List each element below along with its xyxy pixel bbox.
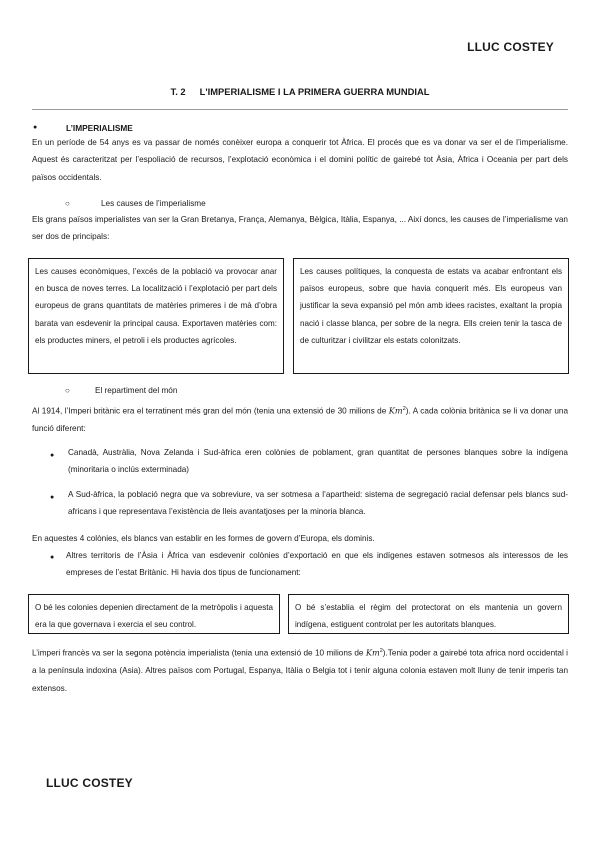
box-protectorat	[288, 594, 569, 634]
author-footer: LLUC COSTEY	[46, 776, 133, 790]
circle-bullet-icon: ○	[65, 199, 70, 208]
subsection-heading-causes: Les causes de l’imperialisme	[101, 199, 206, 208]
paragraph-imperi-britanic	[32, 401, 568, 438]
box-protectorat-text: O bé s’establia el règim del protectorat on els mantenia un govern indígena, estiguent controlat per les autoritats blanques.	[295, 603, 562, 630]
list-item-colonies-poblament: Canadà, Austràlia, Nova Zelanda i Sud-àfrica eren colònies de poblament, gran quantitat de persones blanques sobre la indígena (minoritaria o inclús exterminada)	[68, 448, 568, 475]
imperi-frances-text-b: ).Tenia poder a gairebé tota africa nord occidental i a la península indoxina (Asia). Altres països com Portugal, Espanya, Itàlia o Belgia tot i tenir alguna colonia estaven molt lluny de tenir imperis tan extensos.	[32, 648, 568, 693]
box-metropolis-text: O bé les colonies depenien directament de la metròpolis i aquesta era la que governava i exercia el seu control.	[35, 603, 273, 630]
unit-km: Km	[388, 405, 403, 416]
bullet-icon: ●	[33, 124, 38, 131]
title-text: L'IMPERIALISME I LA PRIMERA GUERRA MUNDIAL	[199, 86, 430, 97]
list-item-apartheid: A Sud-àfrica, la població negra que va sobreviure, va ser sotmesa a l’apartheid: sistema de segregació racial defensar pels blancs sud-africans i que representava l’existència de lleis avantatjoses per la minoria blanca.	[68, 490, 568, 517]
unit-km: Km	[365, 647, 380, 658]
subsection-heading-repartiment: El repartiment del món	[95, 386, 178, 395]
bullet-icon: ●	[50, 452, 55, 459]
title-divider	[32, 109, 568, 110]
box-metropolis	[28, 594, 280, 634]
page-title	[0, 86, 600, 97]
title-number: T. 2	[170, 86, 186, 97]
paragraph-causes-intro: Els grans països imperialistes van ser la Gran Bretanya, França, Alemanya, Bèlgica, Itàlia, Espanya, ... Així doncs, les causes de l’imperialisme van ser dos de principals:	[32, 215, 568, 242]
paragraph-imperi-frances	[32, 643, 568, 697]
imperi-britanic-text-b: ). A cada colònia britànica se li va donar una funció diferent:	[32, 406, 568, 434]
paragraph-dominis: En aquestes 4 colònies, els blancs van establir en les formes de govern d’Europa, els dominis.	[32, 534, 375, 543]
bullet-icon: ●	[50, 554, 55, 561]
box-political-causes-text: Les causes polítiques, la conquesta de estats va acabar enfrontant els països europeus, sobre que havia conquerit més. Els europeus van justificar la seva expansió pel món amb idees racistes, exaltant la propia nació i classe blanca, per sobre de la negra. Ells creien tenir la tasca de de culturitzar i civilitzar els estats colonitzats.	[300, 267, 562, 345]
imperi-britanic-text-a: Al 1914, l’Imperi britànic era el terratinent més gran del món (tenia una extensió de 30 milions de	[32, 406, 387, 416]
unit-exponent: 2	[379, 648, 383, 654]
circle-bullet-icon: ○	[65, 386, 70, 395]
paragraph-imperialisme: En un període de 54 anys es va passar de només conèixer europa a conquerir tot Àfrica. El procés que es va donar va ser el de l’imperialisme. Aquest és caracteritzat per l’espoliació de recursos, l’explotació econòmica i el domini polític de gairebé tot Àsia, Àfrica i Oceania per part dels països occidentals.	[32, 138, 568, 182]
list-item-colonies-exportacio: Altres territoris de l’Àsia i Àfrica van esdevenir colònies d’exportació en que els indígenes estaven sotmesos als interessos de les empreses de l’estat Britànic. Hi havia dos tipus de funcionament:	[66, 551, 568, 578]
imperi-frances-text-a: L’imperi francès va ser la segona potència imperialista (tenia una extensió de 10 milions de	[32, 648, 364, 658]
box-economic-causes-text: Les causes econòmiques, l’excés de la població va provocar anar en busca de noves terres. La localització i l’explotació per part dels europeus de grans quantitats de matèries primeres i de mà d’obra barata van esdevenir la principal causa. Exportaven matèries com: els productes miners, el petroli i els productes agrícoles.	[35, 267, 277, 345]
unit-exponent: 2	[402, 406, 406, 412]
author-header: LLUC COSTEY	[467, 40, 554, 54]
box-political-causes	[293, 258, 569, 374]
section-heading-imperialisme: L’IMPERIALISME	[66, 123, 133, 133]
box-economic-causes	[28, 258, 284, 374]
bullet-icon: ●	[50, 494, 55, 501]
